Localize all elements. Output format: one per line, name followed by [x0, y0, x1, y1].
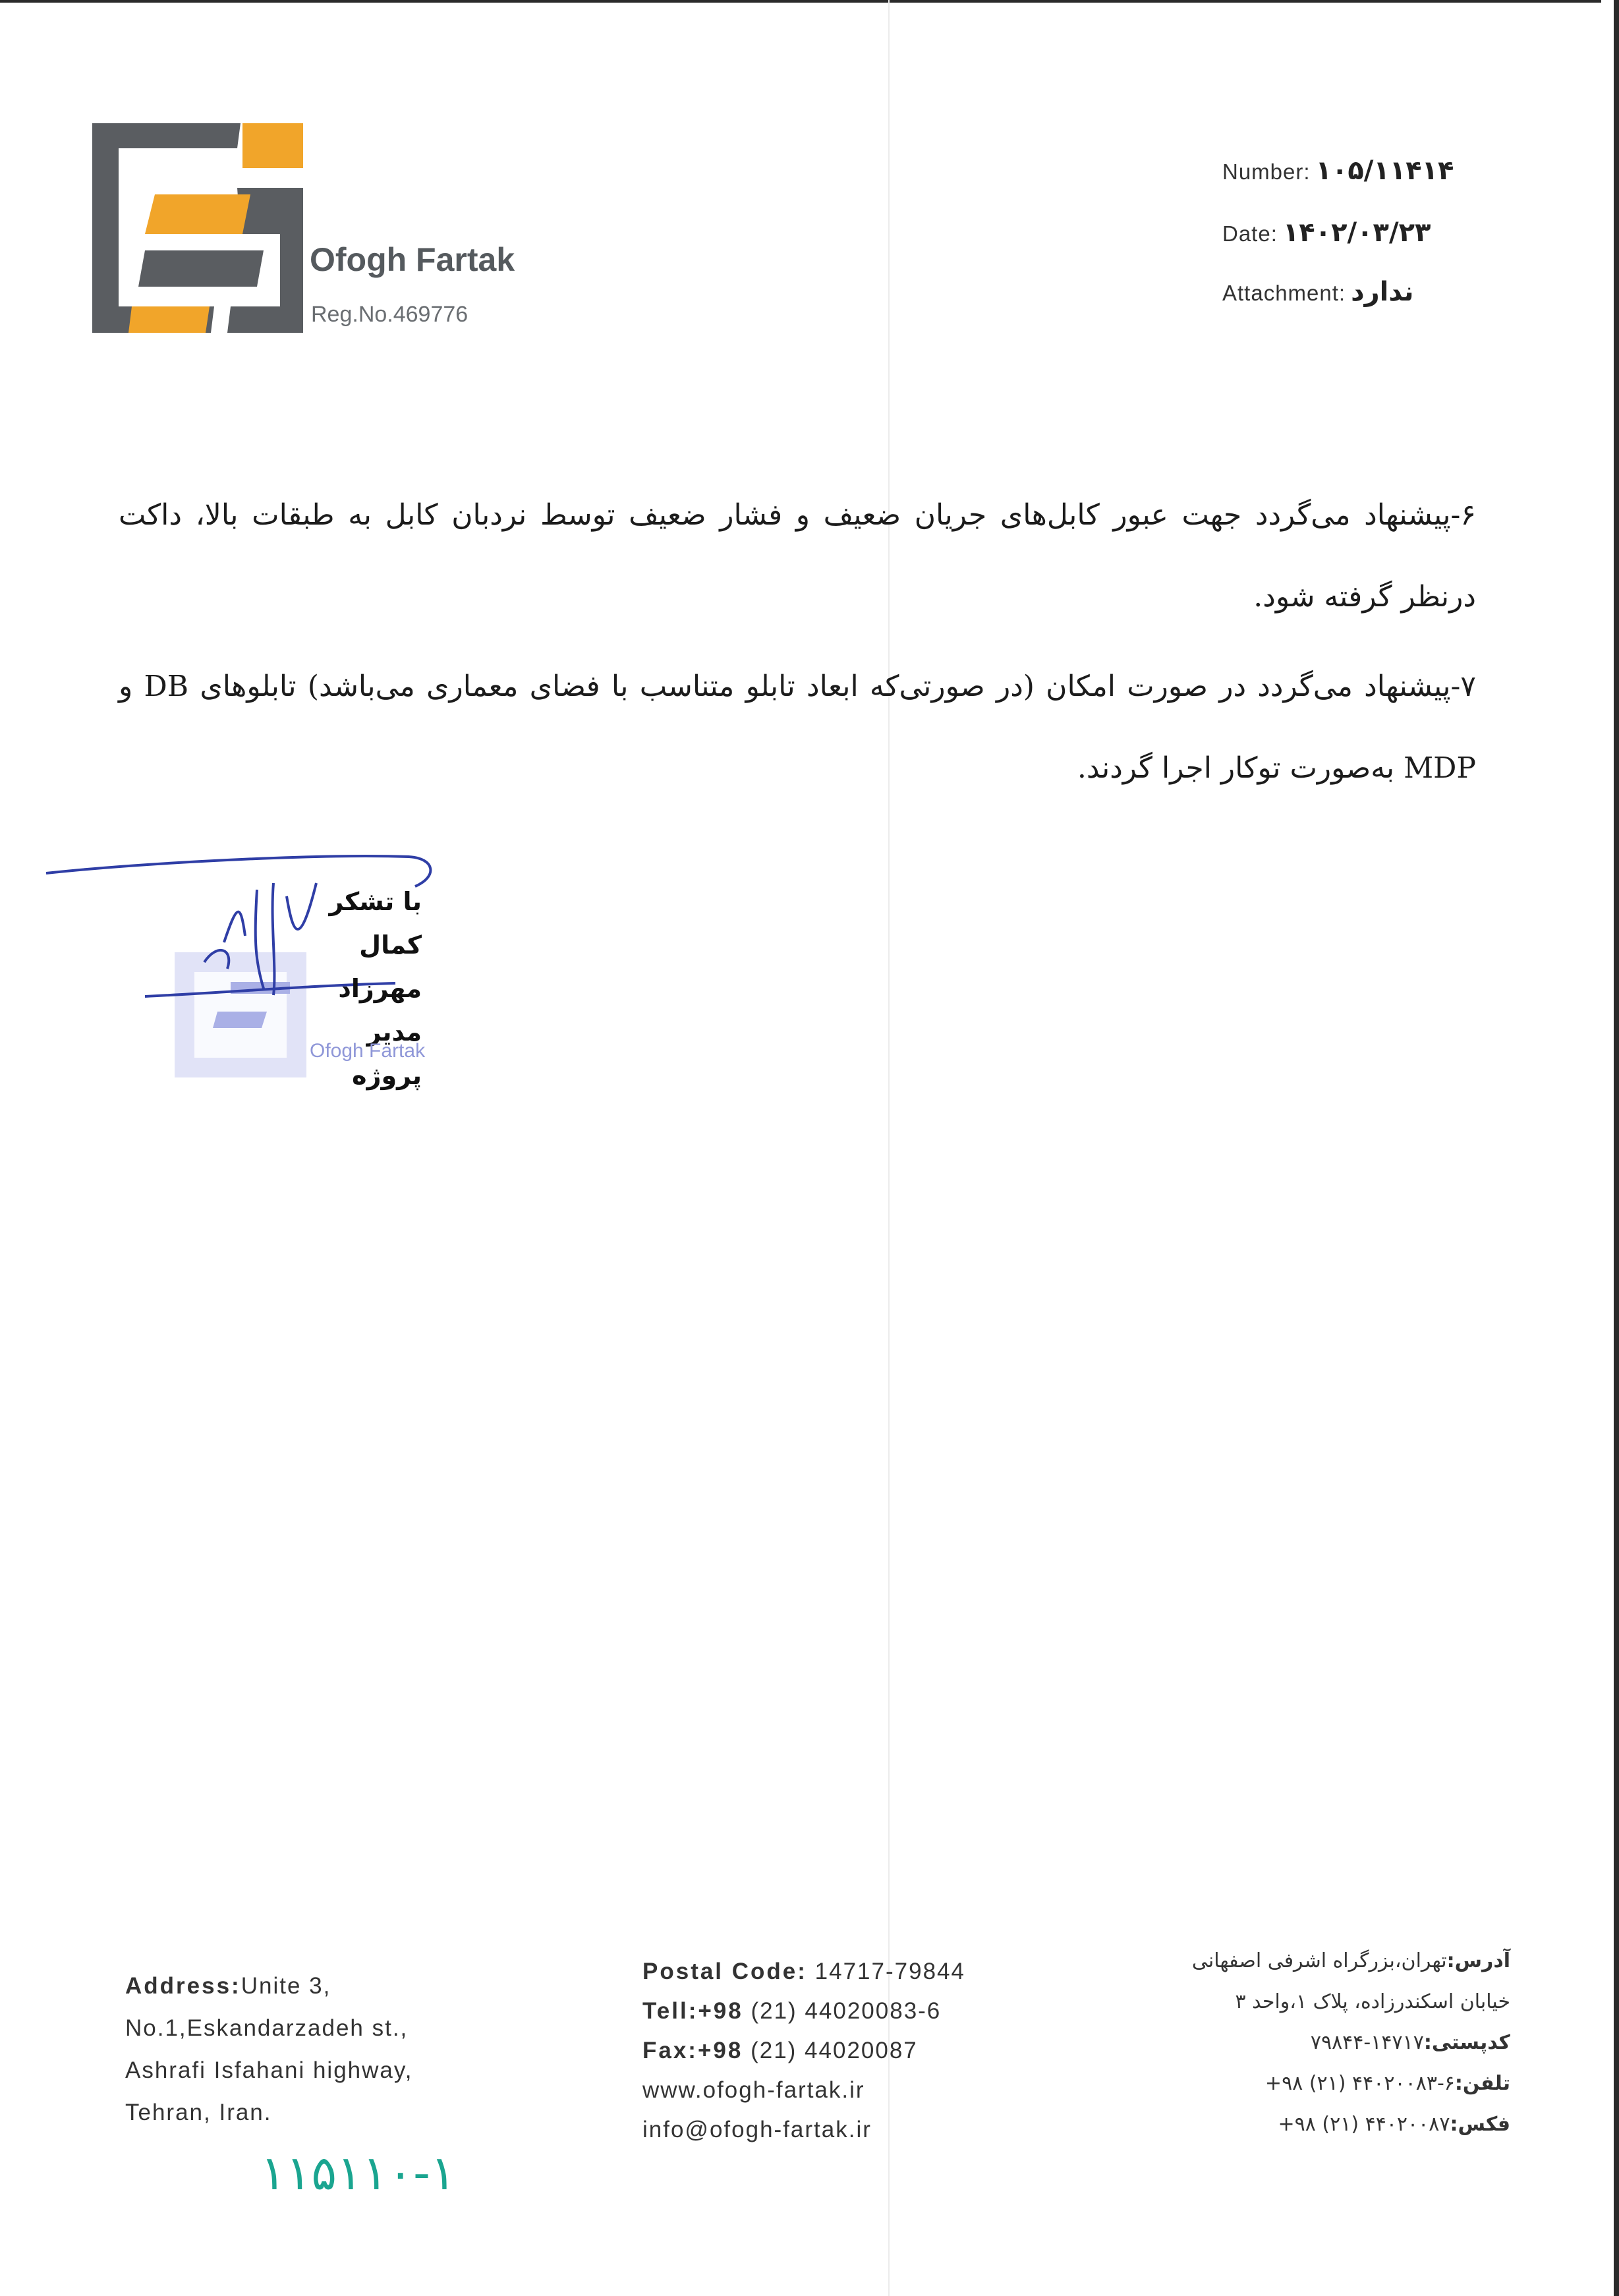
- fa-address-label: آدرس:: [1446, 1949, 1510, 1972]
- signature-title: مدیر پروژه: [352, 1018, 422, 1090]
- address-line-4: Tehran, Iran.: [125, 2100, 272, 2125]
- fa-postal-value: ۱۴۷۱۷-۷۹۸۴۴: [1310, 2031, 1424, 2054]
- postal-value: 14717-79844: [814, 1959, 965, 1984]
- fa-postal-label: کدپستی:: [1423, 2031, 1510, 2054]
- scan-right-edge: [1614, 0, 1619, 2296]
- footer-contact-en: [642, 1952, 965, 2150]
- address-line-1: Unite 3,: [241, 1973, 331, 1999]
- company-logo-icon: [92, 115, 303, 336]
- letter-attachment-value: ندارد: [1351, 277, 1414, 307]
- body-item-7: ۷-پیشنهاد می‌گردد در صورت امکان (در صورتی‌که ابعاد تابلو متناسب با فضای معماری می‌باشد) تابلوهای DB و MDP به‌صورت توکار اجرا گردند.: [119, 670, 1476, 785]
- fax-label: Fax:+98: [642, 2038, 743, 2063]
- letter-date-value: ۱۴۰۲/۰۳/۲۳: [1282, 217, 1431, 248]
- handwritten-reference-number: ۱۱۵۱۱۰-۱: [260, 2145, 456, 2200]
- stamp-company-name: Ofogh Fartak: [310, 1040, 426, 1062]
- body-item-6: ۶-پیشنهاد می‌گردد جهت عبور کابل‌های جریان ضعیف و فشار ضعیف توسط نردبان کابل به طبقات بالا، داکت درنظر گرفته شود.: [119, 498, 1476, 614]
- letter-number-value: ۱۰۵/۱۱۴۱۴: [1315, 156, 1454, 186]
- letter-date-label: Date:: [1222, 221, 1278, 246]
- fa-tel-label: تلفن:: [1454, 2072, 1510, 2095]
- postal-label: Postal Code:: [642, 1959, 807, 1984]
- fa-tel-value: ۶-۴۴۰۲۰۰۸۳ (۲۱) ۹۸+: [1264, 2072, 1455, 2095]
- email-link[interactable]: info@ofogh-fartak.ir: [642, 2117, 872, 2142]
- fa-address-2: خیابان اسکندرزاده، پلاک ۱،واحد ۳: [1235, 1990, 1510, 2013]
- footer-address-fa: [1115, 1941, 1510, 2145]
- address-label: Address:: [125, 1973, 241, 1999]
- letter-number-label: Number:: [1222, 159, 1311, 184]
- tel-label: Tell:+98: [642, 1998, 743, 2024]
- letter-date: [1222, 217, 1431, 248]
- letter-number: [1222, 156, 1454, 186]
- fa-fax-value: ۴۴۰۲۰۰۸۷ (۲۱) ۹۸+: [1278, 2113, 1450, 2136]
- letter-body: [119, 474, 1476, 817]
- company-reg-number: Reg.No.469776: [311, 302, 469, 327]
- scan-top-edge: [0, 0, 1601, 3]
- signature-block: [310, 880, 422, 1097]
- fa-fax-label: فکس:: [1450, 2113, 1510, 2136]
- address-line-2: No.1,Eskandarzadeh st.,: [125, 2015, 409, 2041]
- website-link[interactable]: www.ofogh-fartak.ir: [642, 2077, 865, 2103]
- letter-attachment: [1222, 277, 1413, 307]
- company-name: Ofogh Fartak: [310, 241, 515, 278]
- address-line-3: Ashrafi Isfahani highway,: [125, 2057, 413, 2083]
- fa-address-1: تهران،بزرگراه اشرفی اصفهانی: [1191, 1949, 1447, 1972]
- footer-address-en: [125, 1965, 413, 2134]
- signature-name: کمال مهرزاد: [338, 931, 422, 1003]
- letter-attachment-label: Attachment:: [1222, 281, 1346, 305]
- tel-value: (21) 44020083-6: [751, 1998, 942, 2024]
- fax-value: (21) 44020087: [751, 2038, 918, 2063]
- signature-thanks: با تشکر: [329, 887, 422, 916]
